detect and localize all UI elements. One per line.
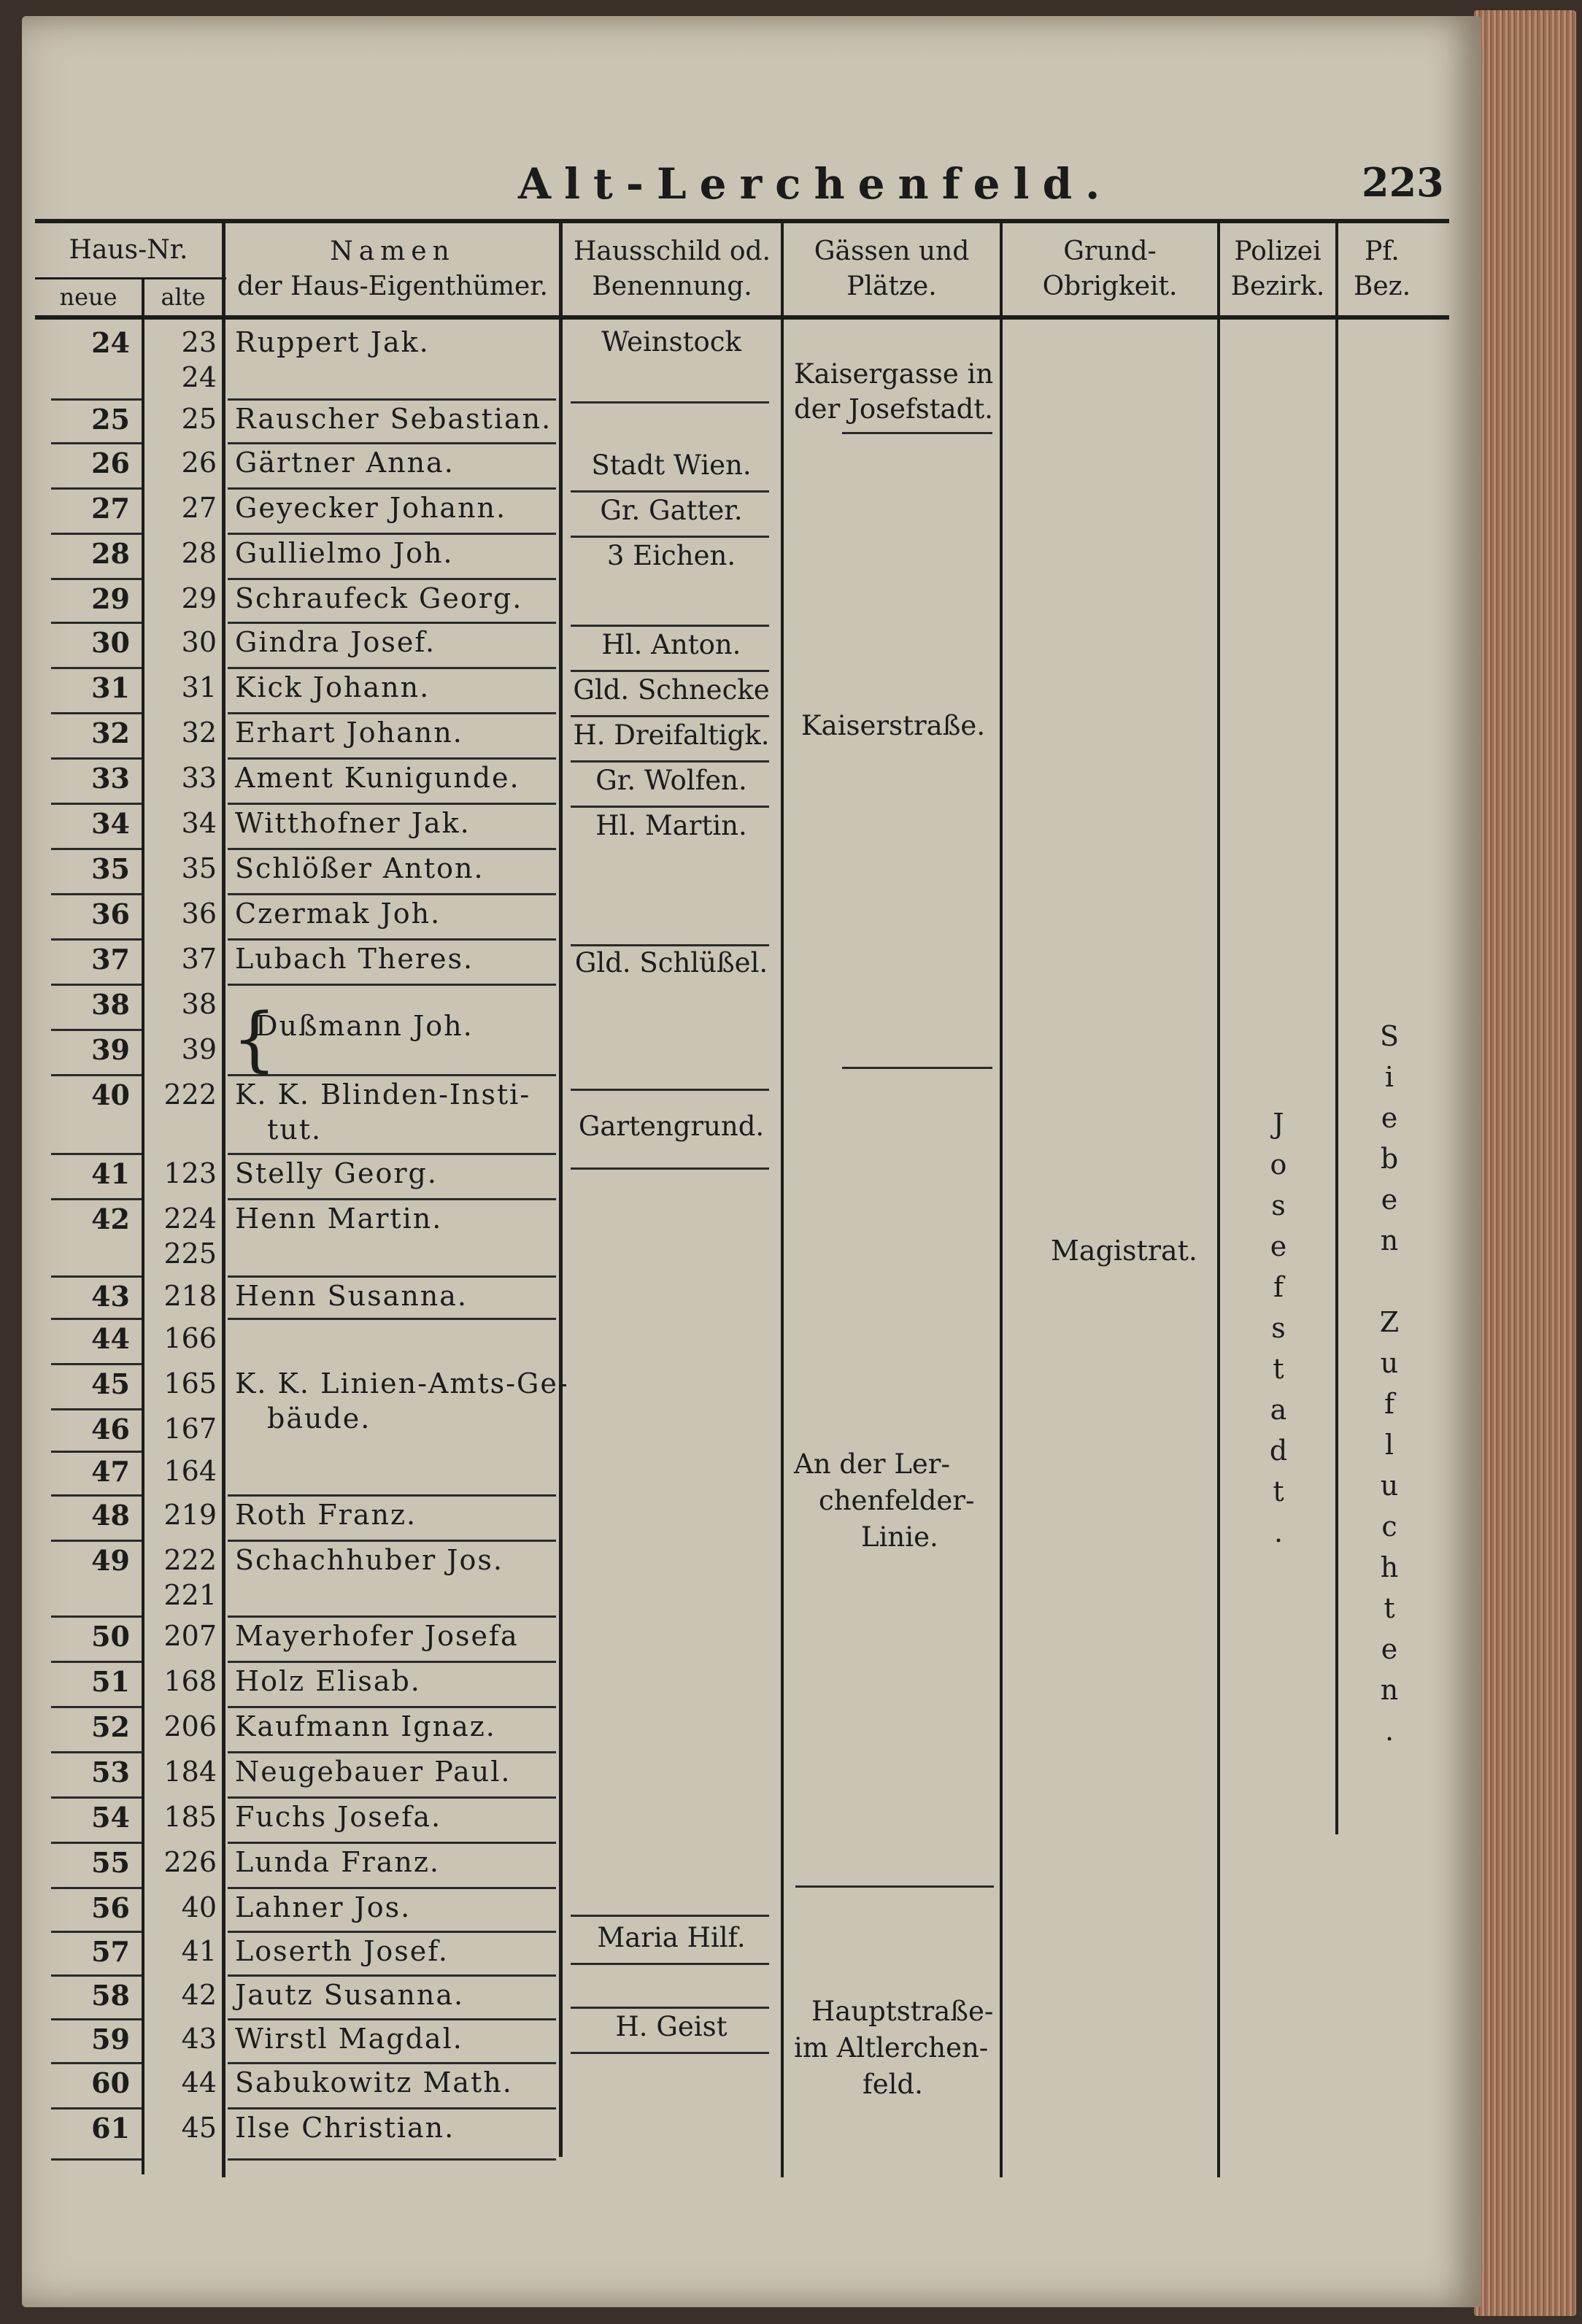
street-rule <box>842 432 992 434</box>
vertical-char: h <box>1380 1551 1403 1583</box>
row-rule-number <box>51 1074 142 1076</box>
owner-name: Geyecker Johann. <box>235 492 507 524</box>
row-rule-name <box>228 667 556 669</box>
street-kaiserstrasse: Kaiserstraße. <box>801 710 986 741</box>
row-number-new: 56 <box>91 1891 130 1924</box>
col-divider-grund <box>1217 222 1220 2177</box>
vertical-char: b <box>1380 1143 1403 1175</box>
row-rule-number <box>51 398 142 401</box>
owner-name: Schachhuber Jos. <box>235 1544 503 1576</box>
owner-name: Witthofner Jak. <box>235 807 471 839</box>
row-number-old: 167 <box>163 1413 217 1445</box>
row-number-new: 30 <box>91 626 130 659</box>
row-rule-name <box>228 578 556 580</box>
row-number-new: 32 <box>91 717 130 749</box>
owner-name: Dußmann Joh. <box>255 1010 474 1042</box>
vertical-char: i <box>1384 1061 1399 1093</box>
row-rule-number <box>51 1796 142 1799</box>
sign-3-eichen: 3 Eichen. <box>606 540 736 571</box>
page-title: Alt-Lerchenfeld. <box>518 159 1114 209</box>
vertical-char: d <box>1269 1435 1292 1467</box>
row-number-new: 50 <box>91 1620 130 1653</box>
row-rule-name <box>228 1661 556 1663</box>
sign-rule <box>571 1915 769 1917</box>
book-page-edges <box>1474 10 1576 2316</box>
sign-gld-schnecke: Gld. Schnecke <box>573 674 770 706</box>
row-rule-name <box>228 1198 556 1200</box>
header-alte: alte <box>161 283 206 311</box>
street-linie-3: Linie. <box>861 1521 938 1553</box>
row-number-old: 31 <box>181 671 217 703</box>
row-rule-number <box>51 1153 142 1155</box>
row-number-old: 164 <box>163 1455 217 1487</box>
col-divider-schild <box>781 222 784 2177</box>
row-number-old: 33 <box>181 762 217 794</box>
row-number-new: 28 <box>91 537 130 570</box>
vertical-char: n <box>1380 1224 1403 1256</box>
vertical-char: n <box>1380 1674 1403 1706</box>
col-divider-neue <box>142 277 144 2174</box>
owner-name: Neugebauer Paul. <box>235 1756 512 1788</box>
header-grund-2: Obrigkeit. <box>1042 271 1178 301</box>
row-number-old: 207 <box>163 1620 217 1652</box>
owner-name: Roth Franz. <box>235 1499 417 1531</box>
row-number-new: 58 <box>91 1979 130 2012</box>
row-number-new: 29 <box>91 582 130 615</box>
sign-rule <box>571 715 769 717</box>
vertical-char: e <box>1270 1230 1292 1262</box>
owner-name: Lubach Theres. <box>235 943 474 975</box>
owner-name: Ament Kunigunde. <box>235 762 520 794</box>
row-rule-number <box>51 578 142 580</box>
row-rule-name <box>228 2158 556 2161</box>
owner-name: Loserth Josef. <box>235 1935 449 1967</box>
row-rule-name <box>228 712 556 714</box>
row-rule-number <box>51 1706 142 1708</box>
owner-name: Kick Johann. <box>235 671 431 703</box>
row-rule-name <box>228 1974 556 1977</box>
row-rule-name <box>228 2062 556 2064</box>
owner-name: Erhart Johann. <box>235 717 463 749</box>
book-page <box>22 16 1481 2307</box>
row-rule-number <box>51 622 142 624</box>
row-number-new: 37 <box>91 943 130 976</box>
row-number-old: 41 <box>181 1935 217 1967</box>
page-number: 223 <box>1362 159 1444 206</box>
sign-maria-hilf: Maria Hilf. <box>597 1922 746 1953</box>
row-number-new: 51 <box>91 1665 130 1698</box>
sign-rule <box>571 2052 769 2054</box>
row-number-old: 38 <box>181 988 217 1020</box>
vertical-char: e <box>1381 1184 1402 1216</box>
street-kaisergasse-2: der Josefstadt. <box>794 393 993 425</box>
owner-name: Henn Susanna. <box>235 1280 468 1312</box>
owner-name: K. K. Linien-Amts-Ge- <box>235 1367 569 1400</box>
police-district <box>1262 1103 1299 1553</box>
row-number-old: 29 <box>181 582 217 614</box>
row-number-old: 168 <box>163 1665 217 1697</box>
row-number-new: 26 <box>91 447 130 479</box>
row-rule-name <box>228 1887 556 1889</box>
sign-rule <box>571 1167 769 1170</box>
header-namen-2: der Haus-Eigenthümer. <box>237 271 548 301</box>
owner-name: Sabukowitz Math. <box>235 2066 513 2099</box>
row-rule-name <box>228 1318 556 1320</box>
row-rule-name <box>228 1074 556 1076</box>
row-number-old: 165 <box>163 1367 217 1400</box>
sign-rule <box>571 1963 769 1965</box>
row-number-old: 42 <box>181 1979 217 2011</box>
row-number-new: 42 <box>91 1202 130 1235</box>
row-number-old-second: 225 <box>163 1238 217 1270</box>
street-hauptstrasse-3: feld. <box>863 2069 923 2100</box>
authority-magistrat: Magistrat. <box>1051 1235 1197 1267</box>
row-number-old: 222 <box>163 1544 217 1576</box>
owner-name-continued: bäude. <box>267 1402 371 1435</box>
col-divider-gassen <box>1000 222 1003 2177</box>
row-rule-number <box>51 893 142 895</box>
header-pf-1: Pf. <box>1365 236 1400 266</box>
sign-rule <box>571 944 769 946</box>
row-rule-name <box>228 1706 556 1708</box>
header-gassen-1: Gässen und <box>814 236 970 266</box>
row-number-old: 222 <box>163 1078 217 1111</box>
row-rule-number <box>51 1198 142 1200</box>
sign-rule <box>571 490 769 493</box>
street-kaisergasse-1: Kaisergasse in <box>794 358 994 390</box>
vertical-char: e <box>1381 1102 1402 1134</box>
header-neue: neue <box>59 283 117 311</box>
sign-rule <box>571 670 769 672</box>
row-number-old: 45 <box>181 2112 217 2144</box>
row-number-old: 28 <box>181 537 217 569</box>
row-rule-name <box>228 1275 556 1278</box>
row-rule-name <box>228 848 556 850</box>
row-rule-number <box>51 2062 142 2064</box>
row-number-new: 38 <box>91 988 130 1021</box>
owner-name: Lunda Franz. <box>235 1846 441 1878</box>
owner-name: Gindra Josef. <box>235 626 436 658</box>
sign-weinstock: Weinstock <box>601 326 741 358</box>
row-number-old-second: 221 <box>163 1579 217 1611</box>
row-number-new: 59 <box>91 2023 130 2055</box>
street-hauptstrasse-2: im Altlerchen- <box>794 2032 989 2064</box>
sign-hl-anton: Hl. Anton. <box>601 629 741 660</box>
row-number-new: 47 <box>91 1455 130 1488</box>
row-number-new: 33 <box>91 762 130 795</box>
header-grund-1: Grund- <box>1063 236 1157 266</box>
row-rule-name <box>228 984 556 986</box>
brace-icon: } <box>232 998 277 1080</box>
row-rule-number <box>51 1751 142 1753</box>
row-rule-name <box>228 757 556 760</box>
owner-name: Wirstl Magdal. <box>235 2023 463 2055</box>
row-rule-name <box>228 622 556 624</box>
header-bottom-rule <box>35 315 1449 320</box>
row-rule-name <box>228 1842 556 1844</box>
vertical-char: e <box>1381 1633 1402 1665</box>
col-divider-polizei <box>1335 222 1338 1834</box>
vertical-char: l <box>1384 1429 1399 1461</box>
vertical-char: s <box>1271 1189 1290 1221</box>
row-rule-number <box>51 848 142 850</box>
row-number-old: 23 <box>181 326 217 358</box>
row-rule-number <box>51 442 142 444</box>
row-number-old: 219 <box>163 1499 217 1531</box>
row-rule-name <box>228 1796 556 1799</box>
sign-rule <box>571 536 769 538</box>
sign-gr-gatter: Gr. Gatter. <box>600 495 743 526</box>
row-number-old: 40 <box>181 1891 217 1923</box>
header-gassen-2: Plätze. <box>846 271 937 301</box>
row-number-new: 53 <box>91 1756 130 1788</box>
sign-rule <box>571 2007 769 2009</box>
row-number-new: 54 <box>91 1801 130 1834</box>
owner-name: Gärtner Anna. <box>235 447 455 479</box>
row-number-new: 46 <box>91 1413 130 1445</box>
header-polizei-2: Bezirk. <box>1230 271 1325 301</box>
row-rule-number <box>51 1540 142 1542</box>
owner-name: Lahner Jos. <box>235 1891 412 1923</box>
vertical-char: a <box>1270 1394 1292 1426</box>
street-rule <box>842 1067 992 1069</box>
row-rule-name <box>228 1751 556 1753</box>
row-number-new: 39 <box>91 1033 130 1066</box>
header-polizei-1: Polizei <box>1234 236 1321 266</box>
row-number-old: 30 <box>181 626 217 658</box>
row-number-old: 206 <box>163 1710 217 1742</box>
row-rule-number <box>51 533 142 535</box>
row-rule-name <box>228 2018 556 2020</box>
row-rule-number <box>51 1451 142 1453</box>
owner-name: Stelly Georg. <box>235 1157 438 1189</box>
row-number-old: 32 <box>181 717 217 749</box>
row-rule-number <box>51 757 142 760</box>
vertical-char: . <box>1273 1516 1288 1548</box>
row-rule-number <box>51 1029 142 1031</box>
row-rule-number <box>51 803 142 805</box>
row-number-old: 35 <box>181 852 217 884</box>
running-head <box>22 159 1452 210</box>
row-number-old: 123 <box>163 1157 217 1189</box>
sign-h-geist: H. Geist <box>615 2011 728 2042</box>
sign-gr-wolfen: Gr. Wolfen. <box>595 765 747 796</box>
row-rule-name <box>228 893 556 895</box>
row-number-new: 24 <box>91 326 130 359</box>
row-rule-name <box>228 442 556 444</box>
table-top-rule <box>35 219 1449 223</box>
row-number-old: 185 <box>163 1801 217 1833</box>
row-number-old: 166 <box>163 1322 217 1354</box>
row-rule-name <box>228 938 556 941</box>
sign-stadt-wien: Stadt Wien. <box>591 449 752 481</box>
row-rule-number <box>51 938 142 941</box>
row-number-new: 44 <box>91 1322 130 1355</box>
owner-name-continued: tut. <box>267 1113 323 1146</box>
row-number-new: 45 <box>91 1367 130 1400</box>
parish-district <box>1373 1016 1410 1751</box>
row-number-old: 34 <box>181 807 217 839</box>
row-number-old: 39 <box>181 1033 217 1065</box>
row-number-new: 60 <box>91 2066 130 2099</box>
row-number-old: 27 <box>181 492 217 524</box>
row-number-old: 218 <box>163 1280 217 1312</box>
row-number-new: 52 <box>91 1710 130 1743</box>
row-number-new: 25 <box>91 403 130 436</box>
header-schild-2: Benennung. <box>592 271 752 301</box>
header-haus-nr: Haus-Nr. <box>69 235 188 265</box>
row-rule-number <box>51 487 142 490</box>
sign-rule <box>571 625 769 627</box>
owner-name: Mayerhofer Josefa <box>235 1620 519 1652</box>
row-rule-number <box>51 712 142 714</box>
row-number-new: 48 <box>91 1499 130 1532</box>
row-number-new: 35 <box>91 852 130 885</box>
header-schild-1: Hausschild od. <box>573 236 771 266</box>
row-number-old: 184 <box>163 1756 217 1788</box>
vertical-char: t <box>1273 1475 1289 1507</box>
vertical-char: J <box>1273 1108 1289 1140</box>
owner-name: Henn Martin. <box>235 1202 443 1235</box>
vertical-char: c <box>1381 1510 1402 1543</box>
row-number-new: 41 <box>91 1157 130 1190</box>
row-rule-number <box>51 2107 142 2109</box>
sign-h-dreifaltigk: H. Dreifaltigk. <box>573 719 770 751</box>
row-rule-name <box>228 1540 556 1542</box>
row-rule-number <box>51 1275 142 1278</box>
row-number-old: 37 <box>181 943 217 975</box>
vertical-char: . <box>1384 1715 1399 1747</box>
row-rule-number <box>51 1661 142 1663</box>
row-rule-name <box>228 1153 556 1155</box>
sign-rule <box>571 760 769 763</box>
vertical-char: o <box>1270 1149 1292 1181</box>
vertical-char: u <box>1380 1470 1403 1502</box>
row-rule-name <box>228 1494 556 1497</box>
owner-name: Schlößer Anton. <box>235 852 485 884</box>
header-namen-1: Namen <box>330 236 455 266</box>
row-number-new: 49 <box>91 1544 130 1577</box>
owner-name: Kaufmann Ignaz. <box>235 1710 496 1742</box>
sign-rule <box>571 1089 769 1091</box>
row-rule-name <box>228 1931 556 1933</box>
row-rule-name <box>228 2107 556 2109</box>
row-number-old: 226 <box>163 1846 217 1878</box>
row-number-new: 27 <box>91 492 130 525</box>
row-rule-number <box>51 1931 142 1933</box>
row-number-old: 224 <box>163 1202 217 1235</box>
row-number-old: 36 <box>181 897 217 930</box>
row-rule-number <box>51 1318 142 1320</box>
owner-name: Fuchs Josefa. <box>235 1801 442 1833</box>
vertical-char: s <box>1271 1312 1290 1344</box>
row-rule-number <box>51 984 142 986</box>
row-number-new: 34 <box>91 807 130 840</box>
row-rule-number <box>51 1408 142 1410</box>
row-rule-number <box>51 1494 142 1497</box>
owner-name: Schraufeck Georg. <box>235 582 523 614</box>
owner-name: Rauscher Sebastian. <box>235 403 552 435</box>
owner-name: Jautz Susanna. <box>235 1979 465 2011</box>
row-rule-name <box>228 487 556 490</box>
row-number-new: 57 <box>91 1935 130 1968</box>
row-rule-name <box>228 803 556 805</box>
row-rule-number <box>51 1887 142 1889</box>
sign-hl-martin: Hl. Martin. <box>595 810 747 841</box>
owner-name: Ilse Christian. <box>235 2112 455 2144</box>
vertical-char <box>1373 1261 1410 1302</box>
owner-name: Czermak Joh. <box>235 897 441 930</box>
row-number-new: 61 <box>91 2112 130 2145</box>
owner-name: Gullielmo Joh. <box>235 537 454 569</box>
row-number-old: 26 <box>181 447 217 479</box>
col-divider-alte <box>222 222 225 2177</box>
row-number-new: 36 <box>91 897 130 930</box>
row-number-old: 25 <box>181 403 217 435</box>
street-rule <box>795 1885 994 1888</box>
row-rule-number <box>51 1842 142 1844</box>
row-rule-number <box>51 1974 142 1977</box>
street-hauptstrasse-1: Hauptstraße- <box>811 1996 994 2027</box>
sign-gartengrund: Gartengrund. <box>578 1111 765 1142</box>
row-rule-name <box>228 1615 556 1618</box>
row-rule-name <box>228 533 556 535</box>
row-rule-name <box>228 398 556 401</box>
row-rule-number <box>51 667 142 669</box>
vertical-char: f <box>1273 1271 1289 1303</box>
row-rule-number <box>51 1615 142 1618</box>
row-number-new: 31 <box>91 671 130 704</box>
vertical-char: Z <box>1379 1306 1404 1338</box>
street-linie-2: chenfelder- <box>819 1485 975 1516</box>
owner-name: K. K. Blinden-Insti- <box>235 1078 531 1111</box>
sign-rule <box>571 401 769 404</box>
vertical-char: f <box>1384 1388 1400 1420</box>
sign-rule <box>571 806 769 808</box>
vertical-char: t <box>1273 1353 1289 1385</box>
row-number-new: 55 <box>91 1846 130 1879</box>
row-number-new: 43 <box>91 1280 130 1313</box>
row-number-old: 43 <box>181 2023 217 2055</box>
row-number-old-second: 24 <box>181 361 217 393</box>
owner-name: Holz Elisab. <box>235 1665 421 1697</box>
street-linie-1: An der Ler- <box>794 1448 950 1480</box>
row-number-old: 44 <box>181 2066 217 2099</box>
vertical-char: S <box>1379 1020 1404 1052</box>
row-rule-number <box>51 2018 142 2020</box>
col-divider-namen <box>559 222 563 2157</box>
row-rule-number <box>51 2158 142 2161</box>
owner-name: Ruppert Jak. <box>235 326 430 358</box>
vertical-char: t <box>1384 1592 1400 1624</box>
sign-gld-schluessel: Gld. Schlüßel. <box>574 947 768 978</box>
row-number-new: 40 <box>91 1078 130 1111</box>
row-rule-number <box>51 1363 142 1365</box>
header-pf-2: Bez. <box>1353 271 1411 301</box>
vertical-char: u <box>1380 1347 1403 1379</box>
